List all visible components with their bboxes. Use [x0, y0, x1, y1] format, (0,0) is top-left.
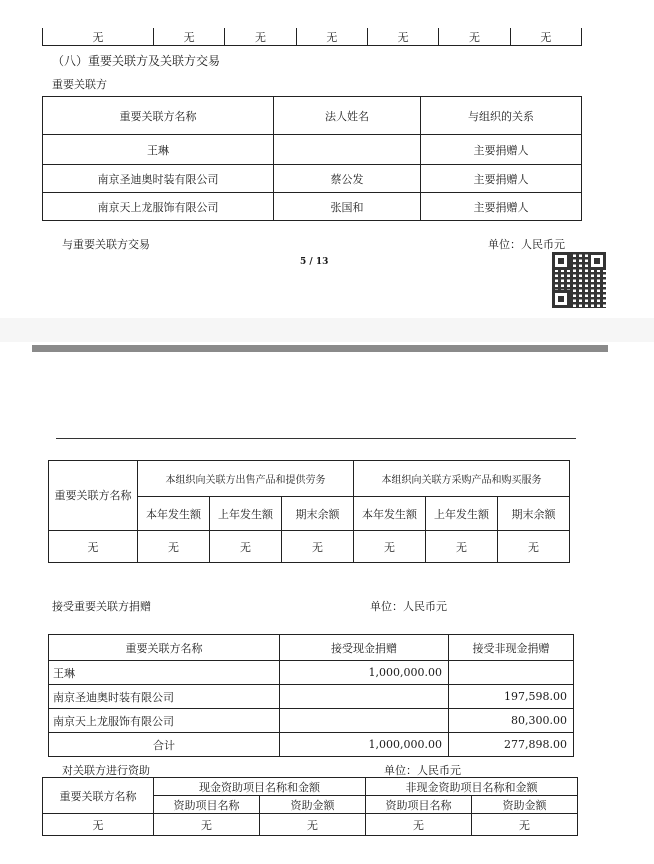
column-header: 期末余额 [282, 497, 354, 531]
header-rule [56, 438, 576, 439]
column-header: 上年发生额 [426, 497, 498, 531]
unit-label: 单位：人民币元 [488, 238, 565, 251]
total-cash: 1,000,000.00 [280, 733, 449, 757]
funding-table [42, 777, 578, 836]
noncash-donation: 197,598.00 [449, 685, 574, 709]
transactions-label: 与重要关联方交易 [62, 238, 150, 251]
table-row [49, 685, 574, 709]
group-header: 非现金资助项目名称和金额 [366, 778, 578, 796]
noncash-donation [449, 661, 574, 685]
table-cell: 无 [225, 28, 296, 46]
party-name: 南京圣迪奥时装有限公司 [49, 685, 280, 709]
column-header: 重要关联方名称 [43, 97, 274, 135]
column-header: 接受非现金捐赠 [449, 635, 574, 661]
table-cell: 无 [367, 28, 438, 46]
table-cell: 无 [354, 531, 426, 563]
table-cell: 无 [154, 814, 260, 836]
table-row [49, 709, 574, 733]
legal-person: 张国和 [274, 193, 421, 221]
group-header: 现金资助项目名称和金额 [154, 778, 366, 796]
funding-label: 对关联方进行资助 [62, 764, 150, 777]
column-header: 资助金额 [260, 796, 366, 814]
column-header: 资助金额 [472, 796, 578, 814]
party-name: 南京圣迪奥时装有限公司 [43, 165, 274, 193]
column-header: 本年发生额 [138, 497, 210, 531]
top-partial-table [42, 28, 582, 46]
group-header: 本组织向关联方出售产品和提供劳务 [138, 461, 354, 497]
column-header: 本年发生额 [354, 497, 426, 531]
group-header: 本组织向关联方采购产品和购买服务 [354, 461, 570, 497]
legal-person [274, 135, 421, 165]
party-name: 王琳 [49, 661, 280, 685]
table-row [43, 165, 582, 193]
column-header: 资助项目名称 [366, 796, 472, 814]
table-cell: 无 [510, 28, 581, 46]
table-cell: 无 [210, 531, 282, 563]
cash-donation [280, 685, 449, 709]
column-header: 重要关联方名称 [49, 461, 138, 531]
table-cell: 无 [426, 531, 498, 563]
cash-donation [280, 709, 449, 733]
transactions-table [48, 460, 570, 563]
unit-label: 单位：人民币元 [370, 600, 447, 613]
total-noncash: 277,898.00 [449, 733, 574, 757]
section-heading: （八）重要关联方及关联方交易 [52, 54, 221, 68]
table-header-row [43, 778, 578, 796]
column-header: 上年发生额 [210, 497, 282, 531]
subheading: 重要关联方 [52, 78, 107, 91]
column-header: 接受现金捐赠 [280, 635, 449, 661]
total-row [49, 733, 574, 757]
column-header: 法人姓名 [274, 97, 421, 135]
noncash-donation: 80,300.00 [449, 709, 574, 733]
table-row [49, 661, 574, 685]
table-row [49, 531, 570, 563]
table-cell: 无 [472, 814, 578, 836]
page-gap [0, 318, 654, 342]
table-cell: 无 [498, 531, 570, 563]
table-cell: 无 [49, 531, 138, 563]
column-header: 重要关联方名称 [49, 635, 280, 661]
relation: 主要捐赠人 [421, 135, 582, 165]
table-cell: 无 [154, 28, 225, 46]
party-name: 王琳 [43, 135, 274, 165]
table-cell: 无 [260, 814, 366, 836]
table-cell: 无 [138, 531, 210, 563]
table-header-row [49, 461, 570, 497]
donations-table [48, 634, 574, 757]
table-header-row [49, 635, 574, 661]
relation: 主要捐赠人 [421, 193, 582, 221]
page-divider [32, 345, 608, 352]
column-header: 期末余额 [498, 497, 570, 531]
party-name: 南京天上龙服饰有限公司 [43, 193, 274, 221]
donations-label: 接受重要关联方捐赠 [52, 600, 151, 613]
table-cell: 无 [439, 28, 510, 46]
table-cell: 无 [366, 814, 472, 836]
table-cell: 无 [43, 814, 154, 836]
table-row [43, 135, 582, 165]
qr-code [552, 252, 606, 308]
table-cell: 无 [282, 531, 354, 563]
table-row [43, 193, 582, 221]
table-cell: 无 [296, 28, 367, 46]
table-row [43, 28, 582, 46]
column-header: 重要关联方名称 [43, 778, 154, 814]
total-label: 合计 [49, 733, 280, 757]
party-name: 南京天上龙服饰有限公司 [49, 709, 280, 733]
table-row [43, 814, 578, 836]
unit-label: 单位：人民币元 [384, 764, 461, 777]
column-header: 与组织的关系 [421, 97, 582, 135]
page-number: 5 / 13 [300, 257, 329, 267]
related-parties-table [42, 96, 582, 221]
relation: 主要捐赠人 [421, 165, 582, 193]
column-header: 资助项目名称 [154, 796, 260, 814]
cash-donation: 1,000,000.00 [280, 661, 449, 685]
table-header-row [43, 97, 582, 135]
table-cell: 无 [43, 28, 154, 46]
legal-person: 蔡公发 [274, 165, 421, 193]
